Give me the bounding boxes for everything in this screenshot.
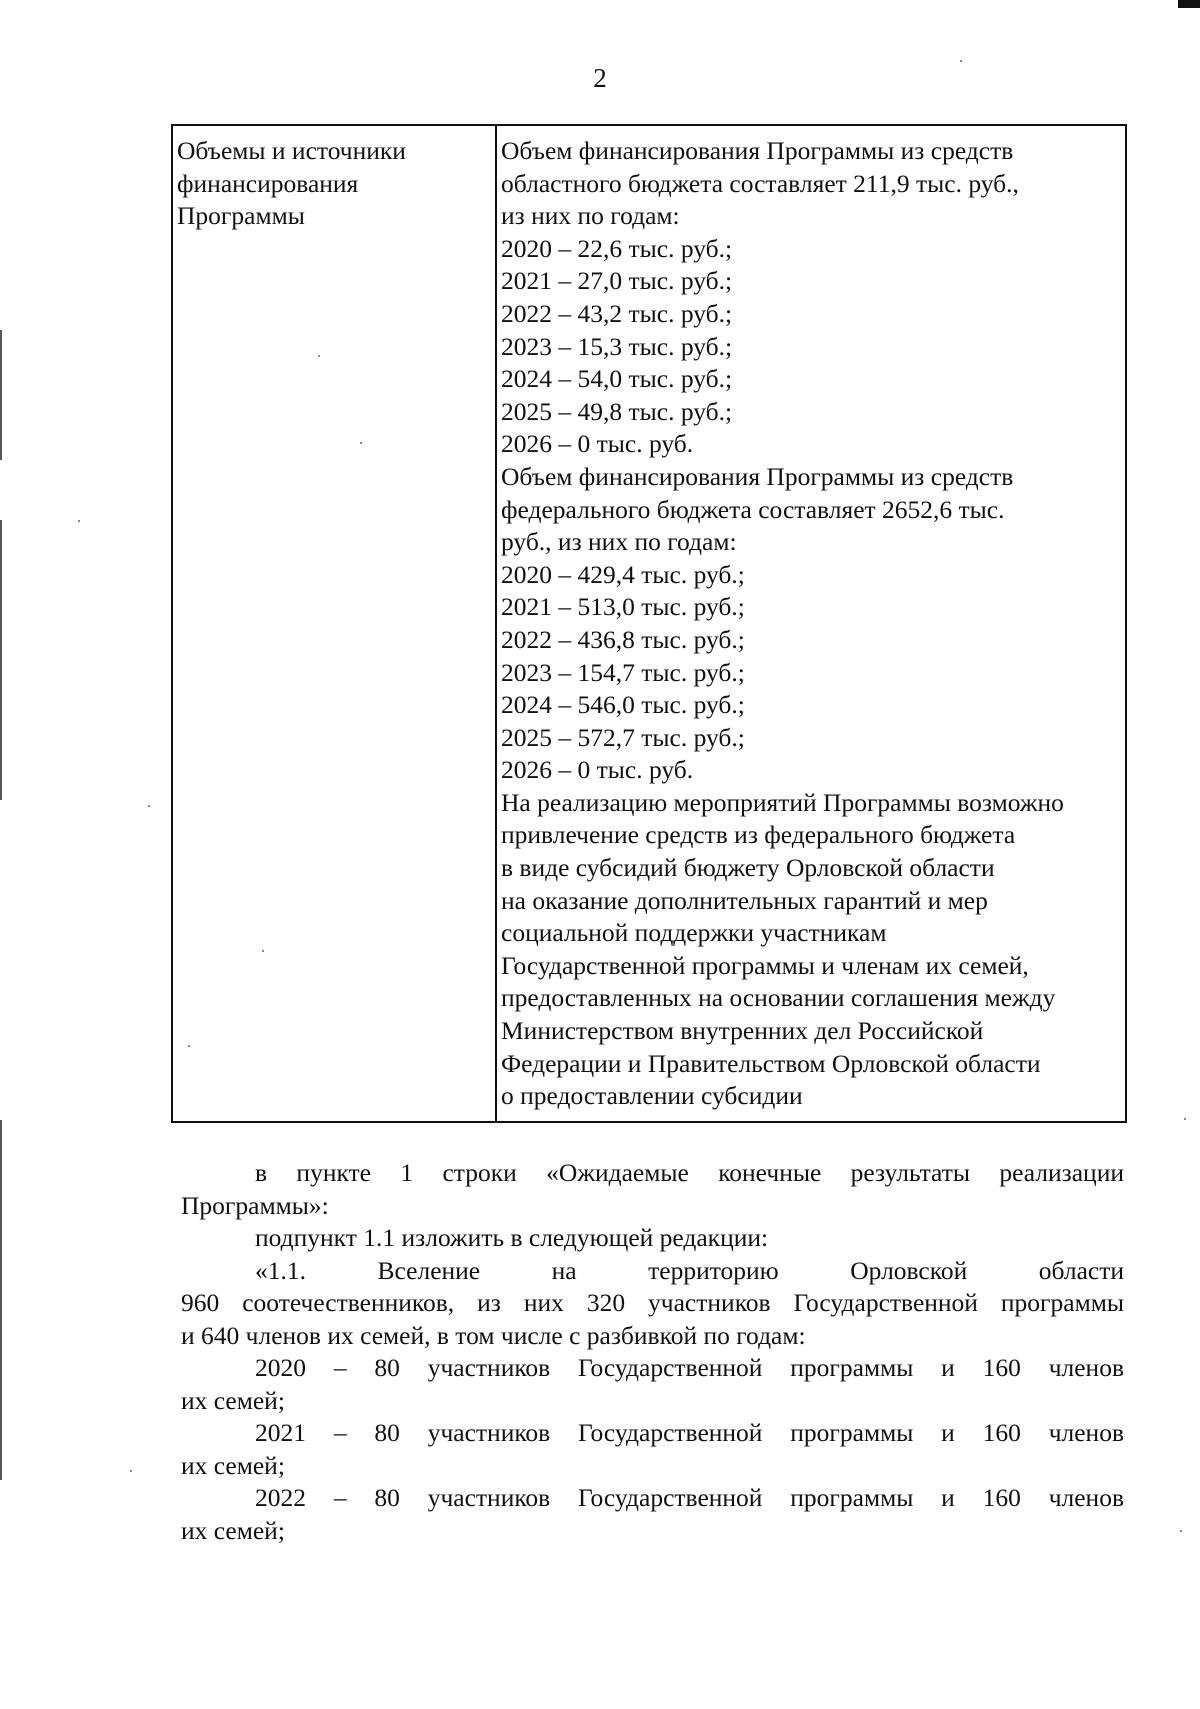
scan-speck — [1180, 1530, 1182, 1532]
content-line: 2021 – 513,0 тыс. руб.; — [501, 592, 745, 622]
content-line: 2024 – 54,0 тыс. руб.; — [501, 364, 733, 394]
content-line: 2026 – 0 тыс. руб. — [501, 755, 694, 785]
table-row — [172, 125, 1126, 1122]
content-line: 2026 – 0 тыс. руб. — [501, 429, 694, 459]
content-line: 2025 – 572,7 тыс. руб.; — [501, 722, 745, 752]
content-line: социальной поддержки участникам — [501, 918, 887, 948]
scan-edge-line — [0, 330, 2, 460]
text-line: «1.1. Вселение на территорию Орловской области — [255, 1255, 1124, 1285]
content-line: руб., из них по годам: — [501, 527, 737, 557]
label-line: финансирования — [177, 168, 359, 198]
label-line: Объемы и источники — [177, 136, 406, 165]
text-line: 2020 – 80 участников Государственной программы и 160 членов — [255, 1353, 1124, 1382]
content-line: федерального бюджета составляет 2652,6 тыс. — [501, 494, 1005, 524]
text-line: их семей; — [181, 1385, 285, 1415]
paragraph-resettlement — [181, 1255, 1124, 1353]
content-line: 2020 – 429,4 тыс. руб.; — [501, 559, 745, 589]
scan-speck — [130, 1470, 132, 1472]
program-passport-table — [171, 124, 1127, 1123]
content-line: 2020 – 22,6 тыс. руб.; — [501, 233, 733, 263]
content-line: областного бюджета составляет 211,9 тыс. руб., — [501, 168, 1019, 198]
row-content-cell — [496, 125, 1126, 1122]
row-label-cell — [172, 125, 496, 1122]
content-line: о предоставлении субсидии — [501, 1081, 803, 1111]
content-line: Министерством внутренних дел Российской — [501, 1016, 984, 1046]
page-number: 2 — [593, 63, 607, 93]
content-line: в виде субсидий бюджету Орловской области — [501, 853, 995, 883]
content-line: на оказание дополнительных гарантий и мер — [501, 885, 988, 915]
text-line: 2021 – 80 участников Государственной программы и 160 членов — [255, 1418, 1124, 1447]
text-line: их семей; — [181, 1515, 285, 1545]
content-line: 2023 – 15,3 тыс. руб.; — [501, 331, 733, 361]
content-line: привлечение средств из федерального бюджета — [501, 820, 1016, 850]
content-line: 2022 – 43,2 тыс. руб.; — [501, 298, 733, 328]
content-line: Государственной программы и членам их семей, — [501, 950, 1029, 980]
text-line: в пункте 1 строки «Ожидаемые конечные результаты реализации — [255, 1158, 1124, 1187]
scan-speck — [1184, 1118, 1186, 1120]
scan-edge-line — [0, 520, 2, 800]
text-line: 2022 – 80 участников Государственной программы и 160 членов — [255, 1483, 1124, 1512]
paragraph-year-2022 — [181, 1482, 1124, 1547]
scan-speck — [148, 805, 150, 807]
text-line: подпункт 1.1 изложить в следующей редакции: — [255, 1223, 769, 1252]
content-line: Федерации и Правительством Орловской области — [501, 1048, 1041, 1078]
content-line: 2022 – 436,8 тыс. руб.; — [501, 624, 745, 654]
scan-corner-mark — [1178, 0, 1200, 8]
text-line: 960 соотечественников, из них 320 участников Государственной программы — [181, 1288, 1124, 1317]
paragraph-year-2020 — [181, 1352, 1124, 1417]
text-line: и 640 членов их семей, в том числе с разбивкой по годам: — [181, 1320, 806, 1350]
text-line: Программы»: — [181, 1190, 329, 1220]
content-line: Объем финансирования Программы из средств — [501, 136, 1014, 165]
paragraph-intro — [181, 1157, 1124, 1222]
content-line: 2023 – 154,7 тыс. руб.; — [501, 657, 745, 687]
content-line: Объем финансирования Программы из средств — [501, 461, 1014, 491]
scan-speck — [78, 520, 80, 522]
text-line: их семей; — [181, 1450, 285, 1480]
scan-edge-line — [0, 1120, 2, 1480]
label-line: Программы — [177, 201, 305, 231]
content-line: из них по годам: — [501, 201, 680, 231]
paragraph-year-2021 — [181, 1417, 1124, 1482]
content-line: предоставленных на основании соглашения между — [501, 983, 1056, 1013]
amendment-text — [181, 1157, 1124, 1547]
content-line: 2025 – 49,8 тыс. руб.; — [501, 396, 733, 426]
content-line: 2021 – 27,0 тыс. руб.; — [501, 266, 733, 296]
paragraph-subclause — [181, 1222, 1124, 1255]
content-line: На реализацию мероприятий Программы возможно — [501, 787, 1064, 817]
content-line: 2024 – 546,0 тыс. руб.; — [501, 690, 745, 720]
